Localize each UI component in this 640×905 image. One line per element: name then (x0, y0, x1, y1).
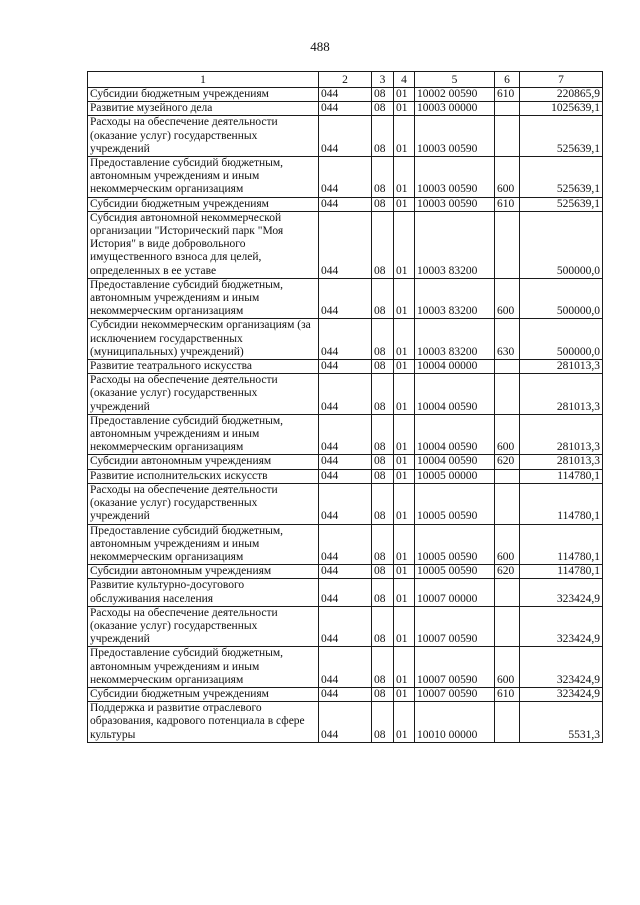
table-row (88, 197, 603, 211)
target-code: 10007 00590 (415, 687, 495, 701)
section-code: 08 (372, 414, 394, 455)
expense-type-code (495, 360, 520, 374)
target-code: 10007 00590 (415, 606, 495, 647)
row-name: Субсидии бюджетным учреждениям (88, 197, 319, 211)
subsection-code: 01 (394, 102, 415, 116)
row-name: Предоставление субсидий бюджетным, автономным учреждениям и иным некоммерческим организациям (88, 647, 319, 688)
admin-code: 044 (319, 565, 372, 579)
expense-type-code (495, 374, 520, 415)
target-code: 10003 00000 (415, 102, 495, 116)
target-code: 10005 00590 (415, 483, 495, 524)
section-code: 08 (372, 360, 394, 374)
table-row (88, 524, 603, 565)
table-row (88, 102, 603, 116)
row-name: Развитие культурно-досугового обслуживания населения (88, 579, 319, 606)
admin-code: 044 (319, 211, 372, 278)
table-row (88, 319, 603, 360)
subsection-code: 01 (394, 606, 415, 647)
table-row (88, 116, 603, 157)
amount: 114780,1 (520, 483, 603, 524)
admin-code: 044 (319, 579, 372, 606)
expense-type-code (495, 211, 520, 278)
row-name: Расходы на обеспечение деятельности (оказание услуг) государственных учреждений (88, 606, 319, 647)
amount: 500000,0 (520, 319, 603, 360)
table-row (88, 702, 603, 743)
row-name: Субсидии бюджетным учреждениям (88, 687, 319, 701)
table-row (88, 211, 603, 278)
expense-type-code (495, 579, 520, 606)
target-code: 10003 00590 (415, 197, 495, 211)
expense-type-code: 600 (495, 524, 520, 565)
row-name: Предоставление субсидий бюджетным, автономным учреждениям и иным некоммерческим организациям (88, 278, 319, 319)
target-code: 10005 00590 (415, 524, 495, 565)
amount: 323424,9 (520, 606, 603, 647)
expense-type-code: 620 (495, 565, 520, 579)
row-name: Расходы на обеспечение деятельности (оказание услуг) государственных учреждений (88, 116, 319, 157)
column-header-5: 5 (415, 72, 495, 88)
subsection-code: 01 (394, 278, 415, 319)
subsection-code: 01 (394, 565, 415, 579)
row-name: Развитие музейного дела (88, 102, 319, 116)
target-code: 10007 00590 (415, 647, 495, 688)
amount: 281013,3 (520, 414, 603, 455)
subsection-code: 01 (394, 211, 415, 278)
row-name: Субсидии бюджетным учреждениям (88, 88, 319, 102)
table-row (88, 647, 603, 688)
subsection-code: 01 (394, 702, 415, 743)
target-code: 10004 00000 (415, 360, 495, 374)
header-row (88, 72, 603, 88)
admin-code: 044 (319, 88, 372, 102)
admin-code: 044 (319, 414, 372, 455)
expense-type-code (495, 483, 520, 524)
amount: 525639,1 (520, 116, 603, 157)
section-code: 08 (372, 374, 394, 415)
section-code: 08 (372, 606, 394, 647)
table-row (88, 579, 603, 606)
subsection-code: 01 (394, 455, 415, 469)
section-code: 08 (372, 319, 394, 360)
amount: 281013,3 (520, 455, 603, 469)
target-code: 10002 00590 (415, 88, 495, 102)
expense-type-code (495, 702, 520, 743)
table-row (88, 565, 603, 579)
section-code: 08 (372, 157, 394, 198)
amount: 1025639,1 (520, 102, 603, 116)
expense-type-code (495, 116, 520, 157)
row-name: Субсидии автономным учреждениям (88, 455, 319, 469)
admin-code: 044 (319, 483, 372, 524)
row-name: Субсидии некоммерческим организациям (за исключением государственных (муниципальных) учреждений) (88, 319, 319, 360)
expense-type-code: 630 (495, 319, 520, 360)
amount: 323424,9 (520, 687, 603, 701)
subsection-code: 01 (394, 197, 415, 211)
row-name: Субсидия автономной некоммерческой организации "Исторический парк "Моя История" в виде добровольного имущественного взноса для целей, определенных в ее уставе (88, 211, 319, 278)
column-header-6: 6 (495, 72, 520, 88)
expense-type-code: 600 (495, 647, 520, 688)
table-row (88, 469, 603, 483)
section-code: 08 (372, 455, 394, 469)
section-code: 08 (372, 278, 394, 319)
target-code: 10003 83200 (415, 319, 495, 360)
table-row (88, 687, 603, 701)
expense-type-code: 610 (495, 88, 520, 102)
row-name: Расходы на обеспечение деятельности (оказание услуг) государственных учреждений (88, 483, 319, 524)
subsection-code: 01 (394, 360, 415, 374)
amount: 500000,0 (520, 278, 603, 319)
amount: 525639,1 (520, 157, 603, 198)
admin-code: 044 (319, 524, 372, 565)
target-code: 10005 00590 (415, 565, 495, 579)
expense-type-code: 610 (495, 197, 520, 211)
amount: 5531,3 (520, 702, 603, 743)
section-code: 08 (372, 647, 394, 688)
section-code: 08 (372, 116, 394, 157)
table-row (88, 606, 603, 647)
table-row (88, 360, 603, 374)
subsection-code: 01 (394, 116, 415, 157)
amount: 281013,3 (520, 360, 603, 374)
subsection-code: 01 (394, 374, 415, 415)
row-name: Субсидии автономным учреждениям (88, 565, 319, 579)
section-code: 08 (372, 102, 394, 116)
expense-type-code: 620 (495, 455, 520, 469)
admin-code: 044 (319, 278, 372, 319)
section-code: 08 (372, 211, 394, 278)
expense-type-code (495, 606, 520, 647)
admin-code: 044 (319, 374, 372, 415)
expense-type-code: 600 (495, 157, 520, 198)
budget-table (87, 71, 603, 743)
target-code: 10003 00590 (415, 116, 495, 157)
target-code: 10010 00000 (415, 702, 495, 743)
table-row (88, 483, 603, 524)
admin-code: 044 (319, 455, 372, 469)
section-code: 08 (372, 88, 394, 102)
subsection-code: 01 (394, 88, 415, 102)
admin-code: 044 (319, 687, 372, 701)
row-name: Развитие исполнительских искусств (88, 469, 319, 483)
target-code: 10004 00590 (415, 414, 495, 455)
amount: 114780,1 (520, 524, 603, 565)
row-name: Расходы на обеспечение деятельности (оказание услуг) государственных учреждений (88, 374, 319, 415)
section-code: 08 (372, 197, 394, 211)
admin-code: 044 (319, 647, 372, 688)
target-code: 10007 00000 (415, 579, 495, 606)
section-code: 08 (372, 579, 394, 606)
column-header-1: 1 (88, 72, 319, 88)
section-code: 08 (372, 483, 394, 524)
table-row (88, 374, 603, 415)
target-code: 10003 00590 (415, 157, 495, 198)
amount: 525639,1 (520, 197, 603, 211)
row-name: Развитие театрального искусства (88, 360, 319, 374)
admin-code: 044 (319, 197, 372, 211)
expense-type-code: 600 (495, 278, 520, 319)
row-name: Поддержка и развитие отраслевого образования, кадрового потенциала в сфере культуры (88, 702, 319, 743)
section-code: 08 (372, 565, 394, 579)
subsection-code: 01 (394, 524, 415, 565)
expense-type-code: 600 (495, 414, 520, 455)
table-row (88, 157, 603, 198)
admin-code: 044 (319, 702, 372, 743)
target-code: 10003 83200 (415, 211, 495, 278)
column-header-3: 3 (372, 72, 394, 88)
section-code: 08 (372, 524, 394, 565)
amount: 281013,3 (520, 374, 603, 415)
subsection-code: 01 (394, 483, 415, 524)
section-code: 08 (372, 702, 394, 743)
subsection-code: 01 (394, 157, 415, 198)
amount: 114780,1 (520, 565, 603, 579)
target-code: 10004 00590 (415, 455, 495, 469)
subsection-code: 01 (394, 579, 415, 606)
subsection-code: 01 (394, 687, 415, 701)
table-row (88, 455, 603, 469)
table-row (88, 414, 603, 455)
amount: 323424,9 (520, 647, 603, 688)
subsection-code: 01 (394, 414, 415, 455)
column-header-2: 2 (319, 72, 372, 88)
admin-code: 044 (319, 469, 372, 483)
row-name: Предоставление субсидий бюджетным, автономным учреждениям и иным некоммерческим организациям (88, 414, 319, 455)
target-code: 10004 00590 (415, 374, 495, 415)
section-code: 08 (372, 687, 394, 701)
amount: 220865,9 (520, 88, 603, 102)
row-name: Предоставление субсидий бюджетным, автономным учреждениям и иным некоммерческим организациям (88, 524, 319, 565)
subsection-code: 01 (394, 647, 415, 688)
target-code: 10003 83200 (415, 278, 495, 319)
expense-type-code: 610 (495, 687, 520, 701)
expense-type-code (495, 469, 520, 483)
row-name: Предоставление субсидий бюджетным, автономным учреждениям и иным некоммерческим организациям (88, 157, 319, 198)
subsection-code: 01 (394, 319, 415, 360)
amount: 323424,9 (520, 579, 603, 606)
admin-code: 044 (319, 360, 372, 374)
subsection-code: 01 (394, 469, 415, 483)
admin-code: 044 (319, 116, 372, 157)
column-header-4: 4 (394, 72, 415, 88)
admin-code: 044 (319, 102, 372, 116)
amount: 500000,0 (520, 211, 603, 278)
admin-code: 044 (319, 319, 372, 360)
target-code: 10005 00000 (415, 469, 495, 483)
admin-code: 044 (319, 606, 372, 647)
admin-code: 044 (319, 157, 372, 198)
expense-type-code (495, 102, 520, 116)
column-header-7: 7 (520, 72, 603, 88)
page-number: 488 (310, 39, 330, 54)
amount: 114780,1 (520, 469, 603, 483)
table-row (88, 88, 603, 102)
section-code: 08 (372, 469, 394, 483)
table-row (88, 278, 603, 319)
